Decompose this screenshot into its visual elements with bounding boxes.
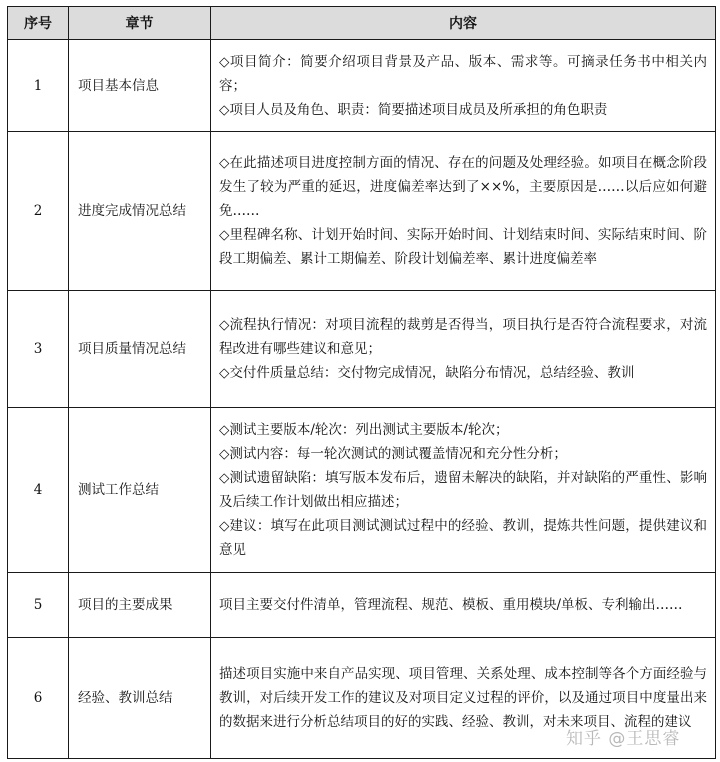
watermark: 知乎 @王思睿 (566, 729, 681, 749)
content-paragraph: ◇交付件质量总结：交付物完成情况，缺陷分布情况，总结经验、教训 (219, 365, 635, 381)
row-number: 3 (8, 291, 69, 408)
row-content (211, 291, 716, 408)
row-number: 4 (8, 408, 69, 573)
content-paragraph: 项目主要交付件清单，管理流程、规范、模板、重用模块/单板、专利输出…… (219, 597, 683, 613)
content-paragraph: ◇项目人员及角色、职责：简要描述项目成员及所承担的角色职责 (219, 101, 608, 118)
content-paragraph: ◇流程执行情况：对项目流程的裁剪是否得当，项目执行是否符合流程要求，对流程改进有哪些建议和意见； (219, 317, 707, 357)
row-content (211, 132, 716, 291)
content-paragraph: ◇里程碑名称、计划开始时间、实际开始时间、计划结束时间、实际结束时间、阶段工期偏差、累计工期偏差、阶段计划偏差率、累计进度偏差率 (219, 227, 707, 267)
row-section: 测试工作总结 (69, 408, 211, 573)
row-section: 经验、教训总结 (69, 638, 211, 759)
row-content (211, 40, 716, 132)
row-section: 项目基本信息 (69, 40, 211, 132)
row-content (211, 573, 716, 638)
content-paragraph: ◇在此描述项目进度控制方面的情况、存在的问题及处理经验。如项目在概念阶段发生了较为严重的延迟，进度偏差率达到了××%，主要原因是……以后应如何避免…… (219, 155, 707, 219)
row-number: 1 (8, 40, 69, 132)
row-section: 项目的主要成果 (69, 573, 211, 638)
summary-table (7, 6, 716, 759)
content-paragraph: ◇测试遗留缺陷：填写版本发布后，遗留未解决的缺陷，并对缺陷的严重性、影响及后续工作计划做出相应描述； (219, 470, 707, 510)
row-number: 5 (8, 573, 69, 638)
content-paragraph: 描述项目实施中来自产品实现、项目管理、关系处理、成本控制等各个方面经验与教训，对后续开发工作的建议及对项目定义过程的评价，以及通过项目中度量出来的数据来进行分析总结项目的好的实践、经验、教训，对未来项目、流程的建议 (219, 666, 707, 730)
table-row (8, 40, 716, 132)
row-number: 2 (8, 132, 69, 291)
content-paragraph: ◇建议：填写在此项目测试测试过程中的经验、教训，提炼共性问题，提供建议和意见 (219, 518, 707, 558)
content-paragraph: ◇测试主要版本/轮次：列出测试主要版本/轮次； (219, 422, 509, 438)
content-paragraph: ◇项目简介：简要介绍项目背景及产品、版本、需求等。可摘录任务书中相关内容； (219, 53, 707, 94)
table-row (8, 573, 716, 638)
row-number: 6 (8, 638, 69, 759)
content-paragraph: ◇测试内容：每一轮次测试的测试覆盖情况和充分性分析； (219, 446, 567, 462)
header-row (8, 7, 716, 40)
row-section: 进度完成情况总结 (69, 132, 211, 291)
header-number: 序号 (8, 7, 69, 40)
row-content (211, 408, 716, 573)
row-section: 项目质量情况总结 (69, 291, 211, 408)
header-section: 章节 (69, 7, 211, 40)
table-row (8, 291, 716, 408)
header-content: 内容 (211, 7, 716, 40)
table-row (8, 132, 716, 291)
table-row (8, 408, 716, 573)
